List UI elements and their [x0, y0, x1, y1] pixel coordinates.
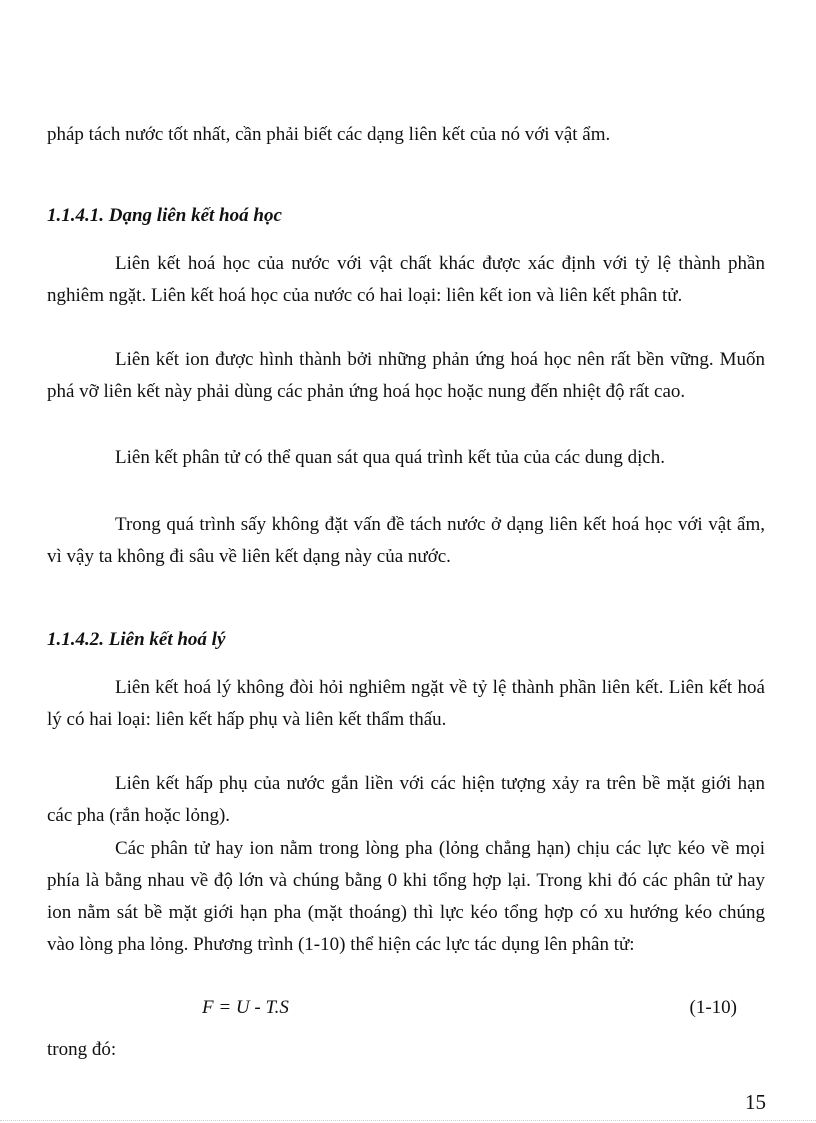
- equation-row: [47, 992, 765, 1024]
- page-number: 15: [745, 1090, 766, 1114]
- footer-divider: [0, 1120, 816, 1121]
- paragraph-surface-forces: Các phân tử hay ion nằm trong lòng pha (lỏng chẳng hạn) chịu các lực kéo về mọi phía là bằng nhau về độ lớn và chúng bằng 0 khi tổng hợp lại. Trong khi đó các phân tử hay ion nằm sát bề mặt giới hạn pha (mặt thoáng) thì lực kéo tổng hợp có xu hướng kéo chúng vào lòng pha lỏng. Phương trình (1-10) thể hiện các lực tác dụng lên phân tử:: [47, 838, 765, 955]
- equation-number: (1-10): [689, 997, 737, 1018]
- paragraph-molecular-bond: Liên kết phân tử có thể quan sát qua quá trình kết tủa của các dung dịch.: [115, 447, 666, 468]
- paragraph-chemical-bond: Liên kết hoá học của nước với vật chất khác được xác định với tỷ lệ thành phần nghiêm ngặt. Liên kết hoá học của nước có hai loại: liên kết ion và liên kết phân tử.: [47, 253, 765, 306]
- paragraph-continued: pháp tách nước tốt nhất, cần phải biết các dạng liên kết của nó với vật ẩm.: [47, 124, 611, 145]
- section-heading-1-1-4-2: 1.1.4.2. Liên kết hoá lý: [47, 629, 226, 650]
- equation: F = U - T.S: [202, 997, 289, 1018]
- paragraph-ionic-bond: Liên kết ion được hình thành bởi những phản ứng hoá học nên rất bền vững. Muốn phá vỡ liên kết này phải dùng các phản ứng hoá học hoặc nung đến nhiệt độ rất cao.: [47, 349, 765, 402]
- paragraph-adsorption-bond: Liên kết hấp phụ của nước gắn liền với các hiện tượng xảy ra trên bề mặt giới hạn các pha (rắn hoặc lỏng).: [47, 773, 765, 826]
- paragraph-drying-note: Trong quá trình sấy không đặt vấn đề tách nước ở dạng liên kết hoá học với vật ẩm, vì vậy ta không đi sâu về liên kết dạng này của nước.: [47, 514, 765, 567]
- paragraph-where: trong đó:: [47, 1039, 117, 1060]
- section-heading-1-1-4-1: 1.1.4.1. Dạng liên kết hoá học: [47, 205, 282, 226]
- paragraph-physicochemical-bond: Liên kết hoá lý không đòi hỏi nghiêm ngặt về tỷ lệ thành phần liên kết. Liên kết hoá lý có hai loại: liên kết hấp phụ và liên kết thẩm thấu.: [47, 677, 765, 730]
